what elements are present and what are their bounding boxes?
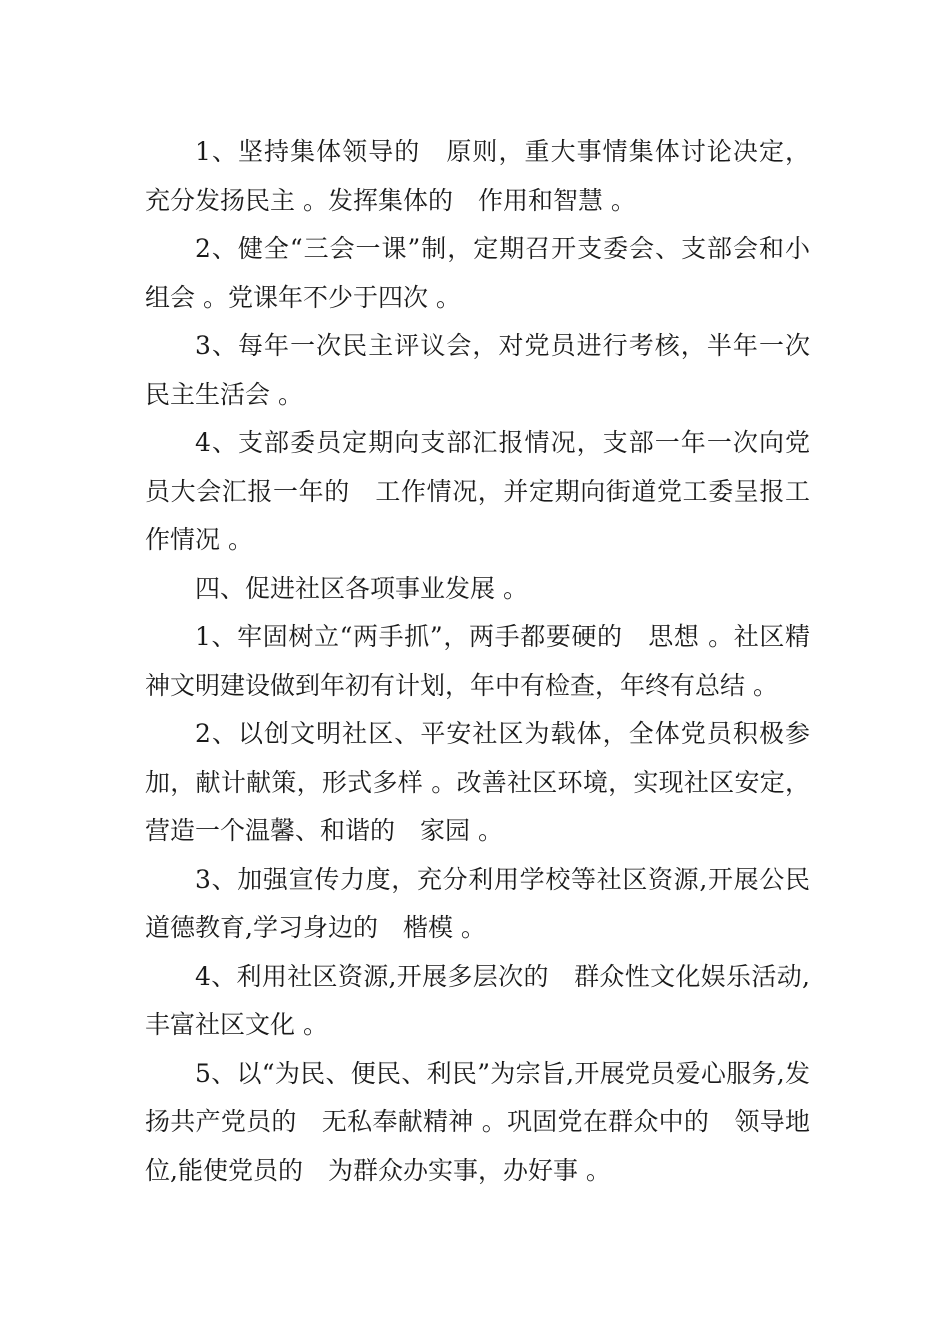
- document-body: [145, 128, 810, 1195]
- paragraph: 1、坚持集体领导的 原则，重大事情集体讨论决定，充分发扬民主 。发挥集体的 作用和智慧 。: [145, 137, 810, 215]
- paragraph: 3、加强宣传力度，充分利用学校等社区资源,开展公民道德教育,学习身边的 楷模 。: [145, 864, 810, 942]
- section-heading: 四、促进社区各项事业发展 。: [195, 573, 528, 603]
- paragraph: 2、健全“三会一课”制，定期召开支委会、支部会和小组会 。党课年不少于四次 。: [145, 234, 810, 312]
- paragraph: 5、以“为民、便民、利民”为宗旨,开展党员爱心服务,发扬共产党员的 无私奉献精神 。巩固党在群众中的 领导地位,能使党员的 为群众办实事，办好事 。: [145, 1058, 810, 1185]
- paragraph: 1、牢固树立“两手抓”，两手都要硬的 思想 。社区精神文明建设做到年初有计划，年中有检查，年终有总结 。: [145, 622, 810, 700]
- paragraph: 2、以创文明社区、平安社区为载体，全体党员积极参加，献计献策，形式多样 。改善社区环境，实现社区安定，营造一个温馨、和谐的 家园 。: [145, 719, 810, 845]
- paragraph: 4、支部委员定期向支部汇报情况，支部一年一次向党员大会汇报一年的 工作情况，并定期向街道党工委呈报工作情况 。: [145, 428, 810, 554]
- paragraph: 3、每年一次民主评议会，对党员进行考核，半年一次民主生活会 。: [145, 331, 810, 409]
- paragraph: 4、利用社区资源,开展多层次的 群众性文化娱乐活动,丰富社区文化 。: [145, 961, 810, 1039]
